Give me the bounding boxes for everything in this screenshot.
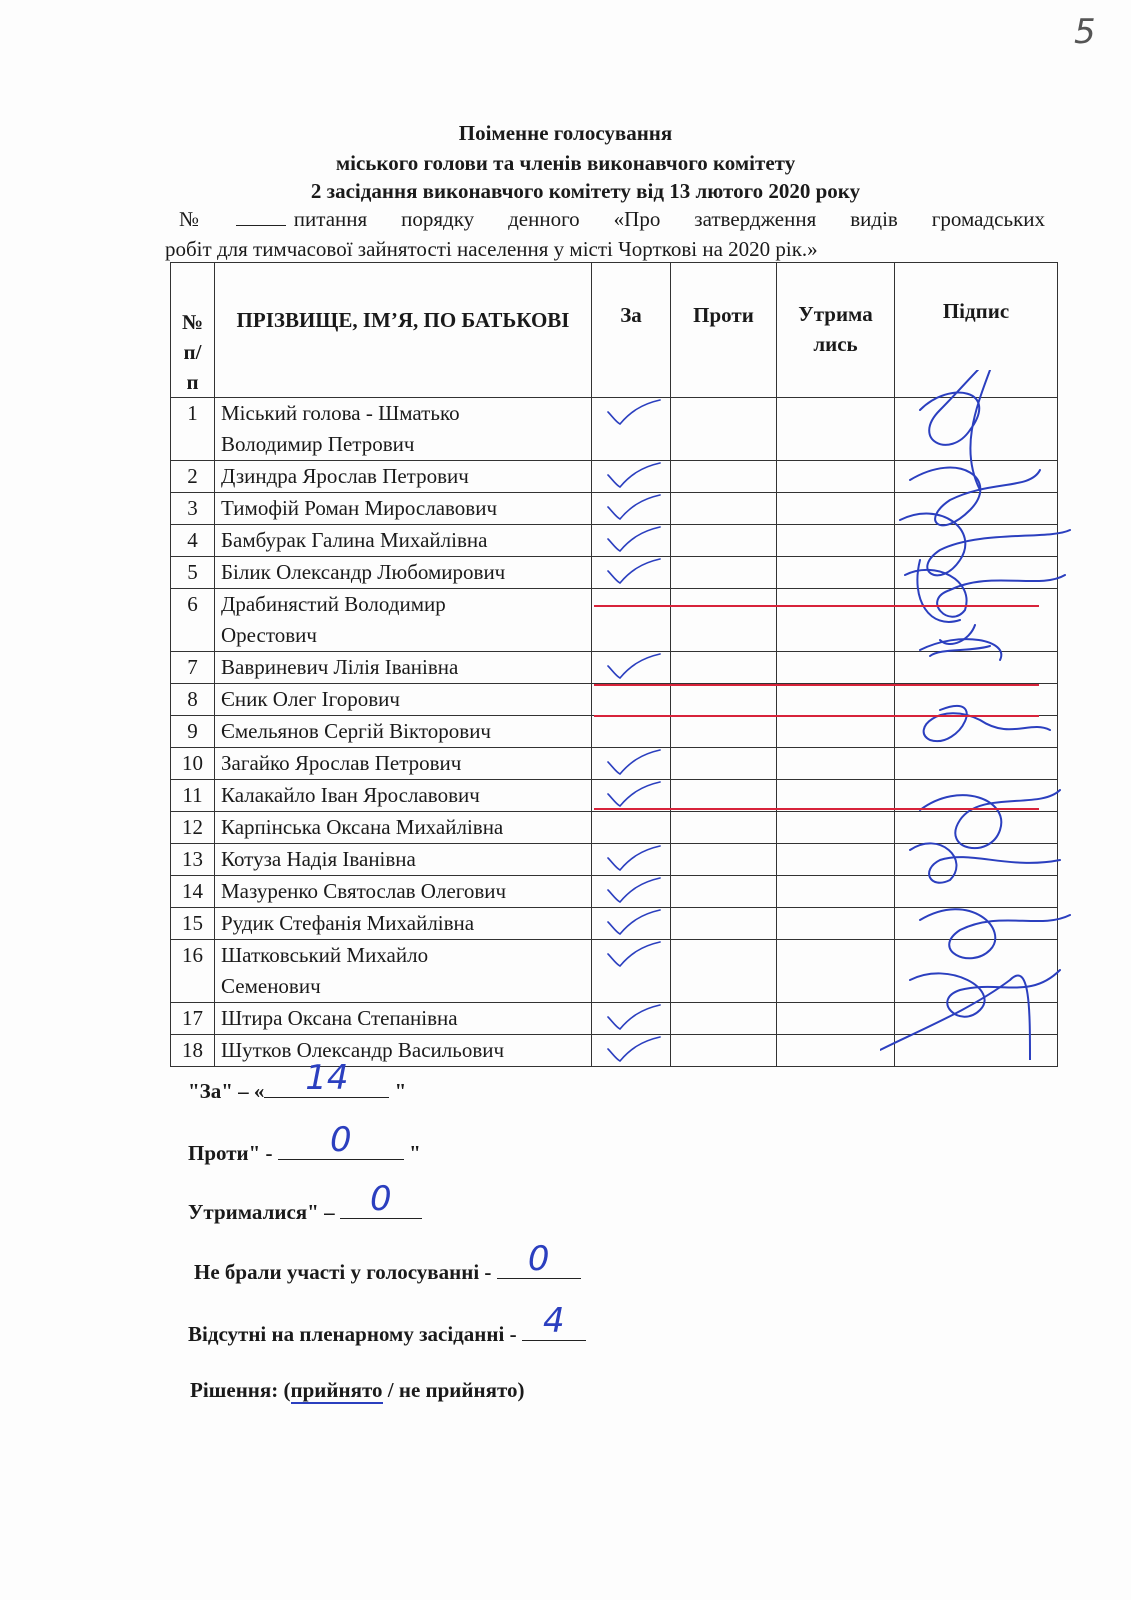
member-name-line-1: Мазуренко Святослав Олегович	[221, 879, 507, 903]
vote-abstain-cell	[777, 1003, 895, 1035]
vote-against-cell	[671, 844, 777, 876]
checkmark-icon	[604, 748, 664, 778]
checkmark-icon	[604, 1035, 664, 1065]
vote-against-cell	[671, 461, 777, 493]
agenda-line-1	[165, 207, 1045, 232]
row-number: 2	[171, 461, 215, 493]
checkmark-icon	[604, 557, 664, 587]
vote-against-cell	[671, 812, 777, 844]
checkmark-icon	[604, 876, 664, 906]
member-name-line-1: Тимофій Роман Мирославович	[221, 496, 498, 520]
checkmark-icon	[604, 844, 664, 874]
vote-against-cell	[671, 780, 777, 812]
member-name-line-1: Дзиндра Ярослав Петрович	[221, 464, 469, 488]
member-name-line-1: Рудик Стефанія Михайлівна	[221, 911, 475, 935]
vote-against-cell	[671, 908, 777, 940]
vote-abstain-cell	[777, 493, 895, 525]
checkmark-icon	[604, 940, 664, 970]
summary-against-close: "	[403, 1141, 421, 1165]
summary-abstain-label: Утрималися" –	[188, 1200, 340, 1224]
vote-for-cell	[592, 716, 671, 748]
summary-absent-field	[522, 1301, 586, 1341]
member-name-line-1: Калакайло Іван Ярославович	[221, 783, 480, 807]
col-header-for: За	[592, 263, 671, 398]
absent-strike-line	[594, 715, 1039, 717]
row-number: 11	[171, 780, 215, 812]
row-number: 16	[171, 940, 215, 1003]
summary-not-voted-label: Не брали участі у голосуванні -	[194, 1260, 497, 1284]
vote-abstain-cell	[777, 812, 895, 844]
vote-abstain-cell	[777, 557, 895, 589]
member-name	[215, 589, 592, 652]
member-name	[215, 1003, 592, 1035]
vote-abstain-cell	[777, 525, 895, 557]
vote-against-cell	[671, 716, 777, 748]
vote-abstain-cell	[777, 908, 895, 940]
member-name-line-1: Загайко Ярослав Петрович	[221, 751, 462, 775]
summary-against-label: Проти" -	[188, 1141, 278, 1165]
member-name-line-1: Штира Оксана Степанівна	[221, 1006, 458, 1030]
row-number: 12	[171, 812, 215, 844]
vote-against-cell	[671, 748, 777, 780]
absent-strike-line	[594, 605, 1039, 607]
vote-against-cell	[671, 525, 777, 557]
member-name	[215, 716, 592, 748]
vote-abstain-cell	[777, 461, 895, 493]
member-name	[215, 812, 592, 844]
vote-against-cell	[671, 557, 777, 589]
vote-abstain-cell	[777, 876, 895, 908]
member-name-line-1: Ємельянов Сергій Вікторович	[221, 719, 491, 743]
decision-not-adopted: не прийнято)	[398, 1378, 525, 1402]
row-number: 15	[171, 908, 215, 940]
row-number: 5	[171, 557, 215, 589]
row-number: 6	[171, 589, 215, 652]
vote-for-cell	[592, 461, 671, 493]
member-name	[215, 525, 592, 557]
row-number: 1	[171, 398, 215, 461]
vote-against-cell	[671, 589, 777, 652]
agenda-line-2: робіт для тимчасової зайнятості населення у місті Чорткові на 2020 рік.»	[165, 237, 818, 261]
row-number: 9	[171, 716, 215, 748]
vote-abstain-cell	[777, 748, 895, 780]
vote-for-cell	[592, 398, 671, 461]
summary-absent	[188, 1301, 586, 1347]
vote-for-cell	[592, 652, 671, 684]
member-name	[215, 652, 592, 684]
member-name-line-2: Семенович	[221, 974, 321, 998]
checkmark-icon	[604, 493, 664, 523]
vote-abstain-cell	[777, 652, 895, 684]
vote-for-cell	[592, 525, 671, 557]
vote-abstain-cell	[777, 589, 895, 652]
member-name	[215, 557, 592, 589]
member-name-line-1: Єник Олег Ігорович	[221, 687, 400, 711]
row-number: 17	[171, 1003, 215, 1035]
vote-for-cell	[592, 493, 671, 525]
summary-not-voted-field	[497, 1239, 581, 1279]
summary-absent-label: Відсутні на пленарному засіданні -	[188, 1322, 522, 1346]
row-number: 8	[171, 684, 215, 716]
vote-abstain-cell	[777, 844, 895, 876]
vote-abstain-cell	[777, 684, 895, 716]
row-number: 10	[171, 748, 215, 780]
member-name-line-1: Карпінська Оксана Михайлівна	[221, 815, 504, 839]
vote-for-cell	[592, 748, 671, 780]
member-name	[215, 844, 592, 876]
member-name	[215, 940, 592, 1003]
summary-for-label: "За" – «	[188, 1079, 265, 1103]
summary-abstain-value: 0	[370, 1179, 392, 1219]
vote-for-cell	[592, 557, 671, 589]
vote-against-cell	[671, 684, 777, 716]
summary-not-voted	[194, 1239, 581, 1285]
member-name-line-1: Міський голова - Шматько	[221, 401, 460, 425]
summary-for-close: "	[389, 1079, 407, 1103]
row-number: 3	[171, 493, 215, 525]
vote-for-cell	[592, 1035, 671, 1067]
summary-abstain	[188, 1179, 422, 1225]
col-header-abstain: Утрима лись	[777, 263, 895, 398]
member-name-line-1: Бамбурак Галина Михайлівна	[221, 528, 488, 552]
row-number: 4	[171, 525, 215, 557]
vote-against-cell	[671, 1003, 777, 1035]
col-header-name: ПРІЗВИЩЕ, ІМ’Я, ПО БАТЬКОВІ	[215, 263, 592, 398]
row-number: 13	[171, 844, 215, 876]
summary-decision	[190, 1378, 525, 1403]
vote-abstain-cell	[777, 780, 895, 812]
row-number: 18	[171, 1035, 215, 1067]
vote-for-cell	[592, 876, 671, 908]
agenda-number-prefix: №	[179, 207, 228, 231]
vote-for-cell	[592, 940, 671, 1003]
summary-abstain-field	[340, 1179, 422, 1219]
decision-separator: /	[382, 1378, 399, 1402]
vote-for-cell	[592, 589, 671, 652]
member-name-line-1: Котуза Надія Іванівна	[221, 847, 416, 871]
member-name-line-2: Володимир Петрович	[221, 432, 415, 456]
vote-abstain-cell	[777, 398, 895, 461]
vote-against-cell	[671, 652, 777, 684]
checkmark-icon	[604, 398, 664, 428]
page-number: 5	[1074, 12, 1096, 52]
checkmark-icon	[604, 461, 664, 491]
member-name	[215, 780, 592, 812]
summary-against-field	[278, 1120, 404, 1160]
member-name-line-1: Шутков Олександр Васильович	[221, 1038, 505, 1062]
row-number: 7	[171, 652, 215, 684]
decision-label: Рішення:	[190, 1378, 284, 1402]
summary-for	[188, 1058, 407, 1104]
vote-against-cell	[671, 1035, 777, 1067]
member-name	[215, 398, 592, 461]
vote-for-cell	[592, 780, 671, 812]
agenda-title-start: питання порядку денного «Про затвердження видів громадських	[293, 207, 1046, 231]
document-subtitle: міського голови та членів виконавчого комітету	[335, 151, 796, 175]
checkmark-icon	[604, 652, 664, 682]
decision-adopted: прийнято	[290, 1378, 383, 1402]
vote-abstain-cell	[777, 716, 895, 748]
vote-for-cell	[592, 908, 671, 940]
member-name	[215, 876, 592, 908]
member-name-line-1: Шатковський Михайло	[221, 943, 429, 967]
absent-strike-line	[594, 684, 1039, 686]
vote-for-cell	[592, 1003, 671, 1035]
vote-abstain-cell	[777, 1035, 895, 1067]
col-header-signature: Підпис	[895, 263, 1058, 398]
col-header-num: № п/ п	[171, 263, 215, 398]
member-name	[215, 908, 592, 940]
member-name-line-1: Білик Олександр Любомирович	[221, 560, 506, 584]
checkmark-icon	[604, 1003, 664, 1033]
col-header-against: Проти	[671, 263, 777, 398]
vote-against-cell	[671, 493, 777, 525]
member-name	[215, 748, 592, 780]
checkmark-icon	[604, 908, 664, 938]
vote-for-cell	[592, 812, 671, 844]
member-name-line-2: Орестович	[221, 623, 317, 647]
row-number: 14	[171, 876, 215, 908]
member-name	[215, 493, 592, 525]
checkmark-icon	[604, 780, 664, 810]
vote-against-cell	[671, 398, 777, 461]
meeting-line: 2 засідання виконавчого комітету від 13 лютого 2020 року	[310, 179, 861, 203]
member-name	[215, 684, 592, 716]
summary-absent-value: 4	[543, 1301, 565, 1341]
summary-for-value: 14	[305, 1058, 349, 1098]
summary-not-voted-value: 0	[527, 1239, 550, 1279]
summary-against-value: 0	[329, 1120, 352, 1160]
vote-for-cell	[592, 844, 671, 876]
document-title: Поіменне голосування	[458, 121, 673, 145]
decision-open-paren: (	[283, 1378, 291, 1402]
vote-against-cell	[671, 876, 777, 908]
absent-strike-line	[594, 808, 1039, 810]
member-name-line-1: Драбинястий Володимир	[221, 592, 446, 616]
summary-against	[188, 1120, 421, 1166]
summary-for-field	[264, 1058, 389, 1098]
member-name	[215, 461, 592, 493]
vote-against-cell	[671, 940, 777, 1003]
checkmark-icon	[604, 525, 664, 555]
agenda-number-blank	[236, 207, 286, 226]
vote-for-cell	[592, 684, 671, 716]
member-name-line-1: Вавриневич Лілія Іванівна	[221, 655, 459, 679]
vote-abstain-cell	[777, 940, 895, 1003]
